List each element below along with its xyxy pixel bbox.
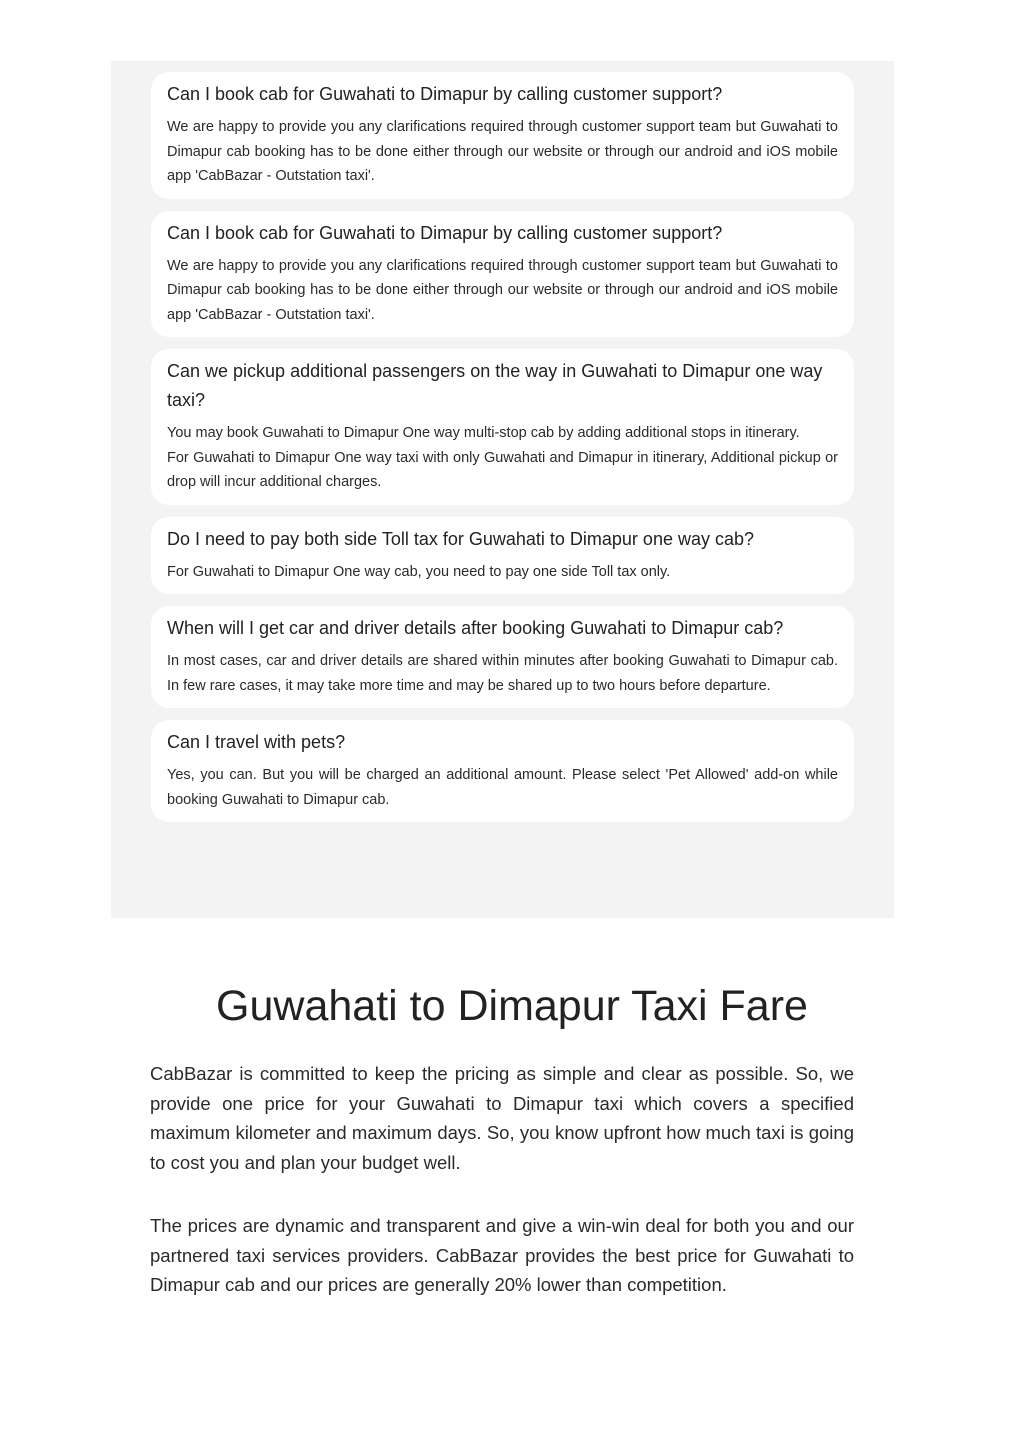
faq-answer [167,115,838,189]
faq-item [151,349,854,505]
faq-answer-text: For Guwahati to Dimapur One way taxi with only Guwahati and Dimapur in itinerary, Additional pickup or drop will incur additional charges. [167,449,838,490]
faq-question: Do I need to pay both side Toll tax for Guwahati to Dimapur one way cab? [167,528,755,549]
fare-heading: Guwahati to Dimapur Taxi Fare [216,982,808,1030]
faq-item [151,606,854,708]
faq-answer [167,763,838,812]
faq-section [111,61,894,918]
faq-question: Can I book cab for Guwahati to Dimapur by calling customer support? [167,222,723,243]
fare-paragraph: The prices are dynamic and transparent and give a win-win deal for both you and our partnered taxi services providers. CabBazar provides the best price for Guwahati to Dimapur cab and our prices are generally 20% lower than competition. [150,1215,854,1295]
faq-question: When will I get car and driver details after booking Guwahati to Dimapur cab? [167,618,784,638]
faq-answer [167,649,838,698]
faq-answer-text: You may book Guwahati to Dimapur One way multi-stop cab by adding additional stops in itinerary. [167,425,800,441]
faq-answer-text: We are happy to provide you any clarifications required through customer support team but Guwahati to Dimapur cab booking has to be done either through our website or through our android and iOS mobile app 'CabBazar - Outstation taxi'. [167,257,838,323]
faq-item [151,720,854,822]
faq-answer [167,421,838,495]
faq-item [151,517,854,595]
faq-answer-text: In most cases, car and driver details are shared within minutes after booking Guwahati to Dimapur cab. In few rare cases, it may take more time and may be shared up to two hours before departure. [167,653,838,694]
faq-answer-text: Yes, you can. But you will be charged an additional amount. Please select 'Pet Allowed' add-on while booking Guwahati to Dimapur cab. [167,767,838,808]
faq-answer [167,254,838,328]
fare-paragraph: CabBazar is committed to keep the pricing as simple and clear as possible. So, we provide one price for your Guwahati to Dimapur taxi which covers a specified maximum kilometer and maximum days. So, you know upfront how much taxi is going to cost you and plan your budget well. [150,1063,854,1173]
faq-question: Can I book cab for Guwahati to Dimapur by calling customer support? [167,84,723,104]
faq-answer-text: For Guwahati to Dimapur One way cab, you need to pay one side Toll tax only. [167,563,671,580]
faq-answer [167,560,838,585]
faq-question: Can I travel with pets? [167,732,346,752]
faq-answer-text: We are happy to provide you any clarifications required through customer support team but Guwahati to Dimapur cab booking has to be done either through our website or through our android and iOS mobile app 'CabBazar - Outstation taxi'. [167,119,838,184]
faq-item [151,211,854,338]
faq-question: Can we pickup additional passengers on the way in Guwahati to Dimapur one way taxi? [167,361,823,410]
faq-item [151,72,854,199]
